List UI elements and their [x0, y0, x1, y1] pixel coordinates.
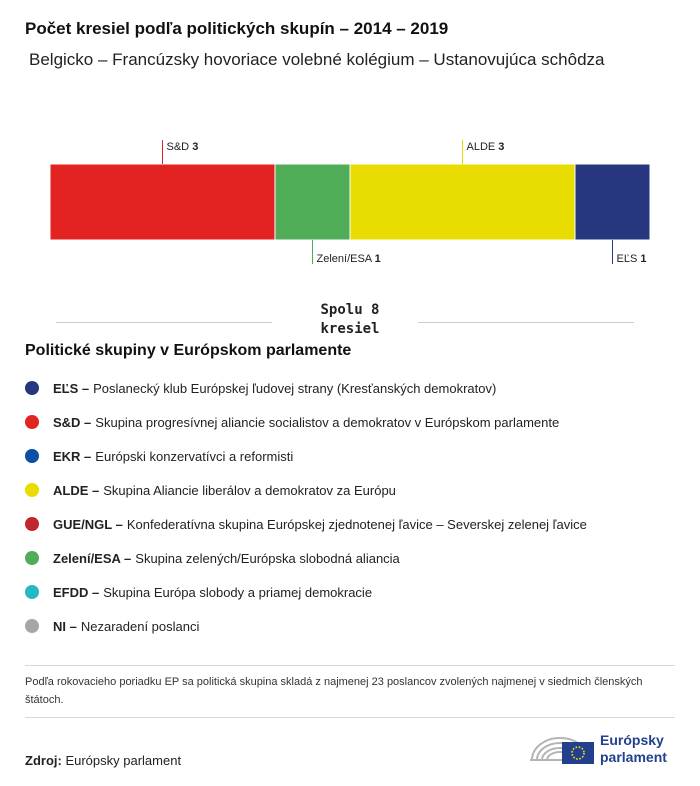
source-value: Európsky parlament — [65, 753, 182, 768]
legend-abbr: ALDE – — [53, 482, 100, 498]
legend-item-gue-ngl — [25, 507, 587, 541]
divider — [25, 717, 675, 718]
chart-title: Počet kresiel podľa politických skupín – 2014 – 2019 — [25, 19, 449, 38]
legend-dot-icon — [25, 449, 39, 463]
legend-name: Nezaradení poslanci — [80, 618, 200, 634]
legend — [25, 371, 587, 643]
data-label-e-s: EĽS 1 — [616, 253, 647, 265]
legend-abbr: NI – — [53, 618, 77, 634]
data-label-alde: ALDE 3 — [466, 141, 505, 153]
bar-segment-e-s — [575, 164, 650, 240]
logo-line-1: Európsky — [600, 732, 664, 748]
legend-item-els — [25, 371, 587, 405]
legend-name: Skupina zelených/Európska slobodná aliancia — [135, 550, 400, 566]
legend-name: Skupina Aliancie liberálov a demokratov za Európu — [103, 482, 396, 498]
data-label-zelen-esa: Zelení/ESA 1 — [316, 253, 381, 265]
legend-name: Skupina Európa slobody a priamej demokracie — [103, 584, 373, 600]
chart-subtitle: Belgicko – Francúzsky hovoriace volebné kolégium – Ustanovujúca schôdza — [29, 50, 605, 69]
legend-dot-icon — [25, 619, 39, 633]
legend-dot-icon — [25, 517, 39, 531]
footnote: Podľa rokovacieho poriadku EP sa politická skupina skladá z najmenej 23 poslancov zvolených najmenej v siedmich členských štátoch. — [25, 676, 643, 706]
source-label: Zdroj: — [25, 753, 62, 768]
legend-dot-icon — [25, 483, 39, 497]
total-divider-left — [56, 322, 272, 323]
legend-abbr: GUE/NGL – — [53, 516, 123, 532]
bar-segment-alde — [350, 164, 575, 240]
legend-title: Politické skupiny v Európskom parlamente — [25, 342, 352, 359]
seat-bar-chart — [0, 0, 700, 300]
legend-name: Poslanecký klub Európskej ľudovej strany (Kresťanských demokratov) — [93, 380, 497, 396]
legend-item-efdd — [25, 575, 587, 609]
source-line — [25, 753, 181, 768]
total-divider-right — [418, 322, 634, 323]
legend-abbr: EĽS – — [53, 380, 90, 396]
legend-dot-icon — [25, 585, 39, 599]
legend-abbr: EFDD – — [53, 584, 100, 600]
hemicycle-flag-icon — [528, 730, 598, 770]
legend-dot-icon — [25, 551, 39, 565]
divider — [25, 665, 675, 666]
bar-segment-s-d — [50, 164, 275, 240]
legend-item-ekr — [25, 439, 587, 473]
legend-abbr: S&D – — [53, 414, 92, 430]
legend-name: Európski konzervatívci a reformisti — [95, 448, 294, 464]
total-seats-label: Spolu 8 kresiel — [320, 302, 380, 337]
european-parliament-logo — [528, 730, 678, 770]
legend-name: Konfederatívna skupina Európskej zjednotenej ľavice – Severskej zelenej ľavice — [126, 516, 587, 532]
legend-name: Skupina progresívnej aliancie socialistov a demokratov v Európskom parlamente — [95, 414, 560, 430]
legend-dot-icon — [25, 381, 39, 395]
legend-item-alde — [25, 473, 587, 507]
data-label-s-d: S&D 3 — [166, 141, 199, 153]
legend-item-greens — [25, 541, 587, 575]
legend-abbr: EKR – — [53, 448, 92, 464]
bar-segment-zelen-esa — [275, 164, 350, 240]
logo-text — [600, 732, 667, 766]
legend-item-sd — [25, 405, 587, 439]
logo-line-2: parlament — [600, 749, 667, 765]
legend-dot-icon — [25, 415, 39, 429]
legend-item-ni — [25, 609, 587, 643]
legend-abbr: Zelení/ESA – — [53, 550, 132, 566]
